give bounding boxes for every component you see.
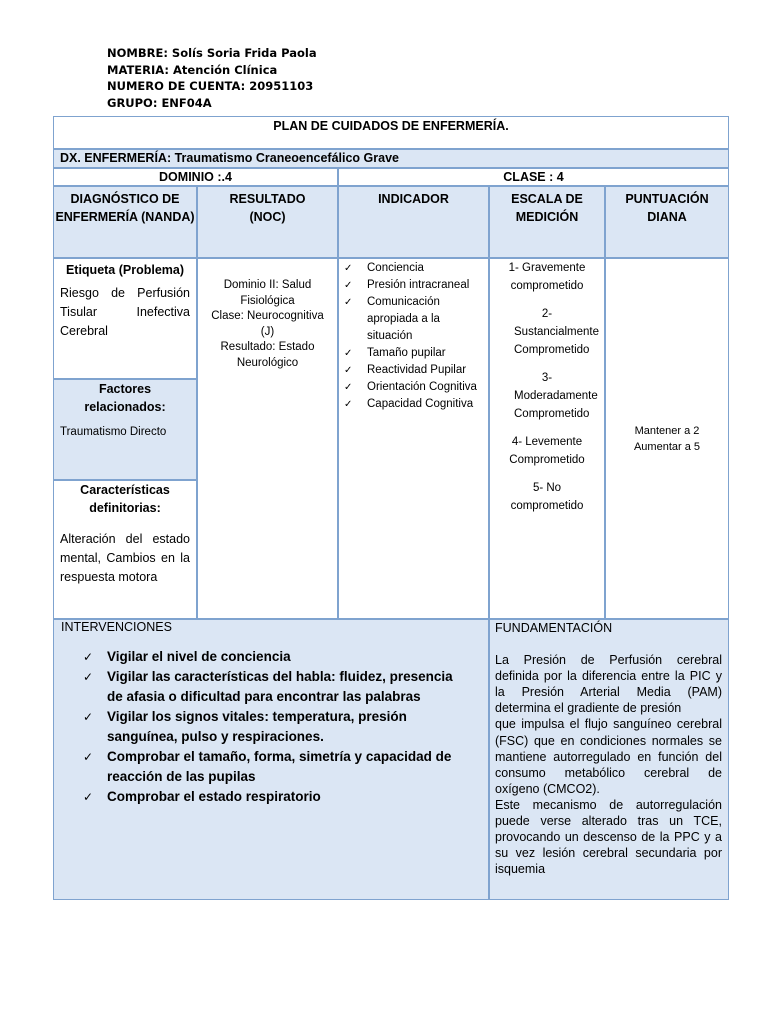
noc-result: Resultado: Estado Neurológico: [220, 341, 315, 369]
subject: MATERIA: Atención Clínica: [107, 62, 278, 77]
indicator-cell: [338, 258, 489, 619]
rationale-paragraph: Este mecanismo de autorregulación puede verse alterado tras un TCE, provocando un descenso de la PPC y a su vez lesión cerebral secundaria por isquemia: [495, 797, 722, 877]
class-cell: [338, 168, 729, 186]
rationale-paragraph: que impulsa el flujo sanguíneo cerebral (FSC) que en condiciones normales se mantiene autorregulado en función del consumo metabólico cerebral de oxígeno (CMCO2).: [495, 717, 722, 796]
scale-item: 4- Levemente Comprometido: [509, 436, 585, 466]
indicator-item: ✓ Tamaño pupilar: [339, 345, 482, 362]
header-target: [605, 186, 729, 258]
student-header: [107, 45, 317, 111]
header-indicator: [338, 186, 489, 258]
noc-cell: [197, 258, 338, 619]
rationale-cell: [489, 619, 729, 900]
scale-cell: [489, 258, 605, 619]
interventions-heading: INTERVENCIONES: [61, 620, 172, 634]
scale-item: 1- Gravemente comprometido: [508, 262, 586, 292]
domain-cell: [53, 168, 338, 186]
indicator-list: [339, 260, 482, 413]
indicator-item: ✓ Comunicación apropiada a la situación: [339, 294, 482, 345]
header-indicator-label: INDICADOR: [378, 192, 449, 206]
header-scale-label: ESCALA DE MEDICIÓN: [511, 192, 583, 224]
domain-value: DOMINIO :.4: [159, 170, 232, 184]
intervention-item: ✓ Comprobar el estado respiratorio: [79, 787, 468, 807]
header-scale: [489, 186, 605, 258]
indicator-item: ✓ Conciencia: [339, 260, 482, 277]
group: GRUPO: ENF04A: [107, 95, 212, 110]
header-nanda-label: DIAGNÓSTICO DE ENFERMERÍA (NANDA): [55, 192, 195, 224]
header-target-label: PUNTUACIÓN DIANA: [625, 192, 709, 224]
factors-heading: Factores relacionados:: [84, 382, 166, 414]
account-number: NUMERO DE CUENTA: 20951103: [107, 79, 314, 93]
target-cell: [605, 258, 729, 619]
intervention-item: ✓ Vigilar los signos vitales: temperatura, presión sanguínea, pulso y respiraciones.: [79, 707, 468, 747]
nanda-factors-cell: [53, 379, 197, 480]
indicator-item: ✓ Reactividad Pupilar: [339, 362, 482, 379]
scale-item: 2- Sustancialmente Comprometido: [514, 308, 600, 356]
intervention-item: ✓ Vigilar las características del habla: fluidez, presencia de afasia o dificultad para encontrar las palabras: [79, 667, 468, 707]
header-noc-label: RESULTADO (NOC): [229, 192, 306, 224]
indicator-item: ✓ Capacidad Cognitiva: [339, 396, 482, 413]
label-heading: Etiqueta (Problema): [65, 263, 185, 277]
intervention-item: ✓ Vigilar el nivel de conciencia: [79, 647, 468, 667]
indicator-item: ✓ Presión intracraneal: [339, 277, 482, 294]
characteristics-text: Alteración del estado mental, Cambios en la respuesta motora: [60, 532, 190, 584]
rationale-paragraph: La Presión de Perfusión cerebral definida por la diferencia entre la PIC y la Presión Arterial Media (PAM) determina el gradiente de presión: [495, 653, 722, 716]
interventions-list: [61, 647, 468, 807]
plan-title: PLAN DE CUIDADOS DE ENFERMERÍA.: [273, 119, 509, 133]
target-increase: Aumentar a 5: [633, 441, 701, 453]
nanda-label-cell: [53, 258, 197, 379]
label-text: Riesgo de Perfusión Tisular Inefectiva Cerebral: [60, 286, 190, 338]
noc-domain: Dominio II: Salud Fisiológica: [223, 279, 312, 307]
scale-item: 3- Moderadamente Comprometido: [514, 372, 598, 420]
diagnosis-cell: [53, 149, 729, 168]
nanda-characteristics-cell: [53, 480, 197, 619]
target-maintain: Mantener a 2: [634, 425, 700, 437]
noc-class: Clase: Neurocognitiva (J): [211, 310, 324, 338]
interventions-cell: [53, 619, 489, 900]
characteristics-heading: Características definitorias:: [80, 483, 170, 515]
indicator-item: ✓ Orientación Cognitiva: [339, 379, 482, 396]
header-nanda: [53, 186, 197, 258]
factors-text: Traumatismo Directo: [60, 426, 167, 438]
plan-title-cell: [53, 116, 729, 149]
nursing-diagnosis: DX. ENFERMERÍA: Traumatismo Craneoencefálico Grave: [60, 151, 399, 165]
student-name: NOMBRE: Solís Soria Frida Paola: [107, 46, 317, 60]
scale-item: 5- No comprometido: [510, 482, 584, 512]
intervention-item: ✓ Comprobar el tamaño, forma, simetría y capacidad de reacción de las pupilas: [79, 747, 468, 787]
header-noc: [197, 186, 338, 258]
class-value: CLASE : 4: [503, 170, 564, 184]
rationale-heading: FUNDAMENTACIÓN: [495, 621, 613, 635]
